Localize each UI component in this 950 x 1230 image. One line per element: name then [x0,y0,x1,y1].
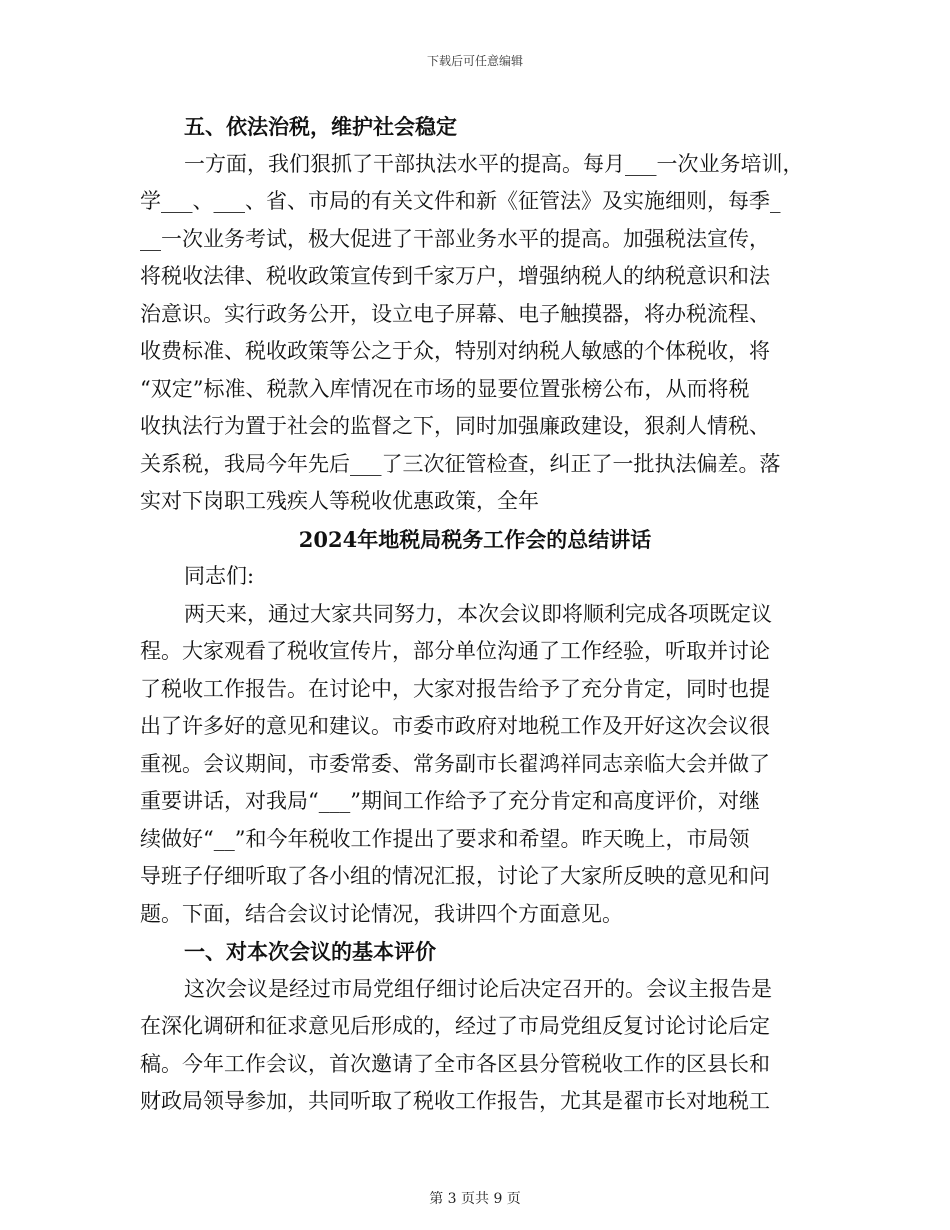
header-note: 下载后可任意编辑 [426,54,523,68]
document-body [140,108,810,1121]
paragraph-line: 实对下岗职工残疾人等税收优惠政策，全年 [140,489,539,513]
salutation: 同志们: [184,564,255,588]
paragraph-line: 治意识。实行政务公开，设立电子屏幕、电子触摸器，将办税流程、 [140,301,770,326]
paragraph-line: 重要讲话，对我局“___”期间工作给予了充分肯定和高度评价，对继 [140,789,760,813]
paragraph-line: 重视。会议期间，市委常委、常务副市长翟鸿祥同志亲临大会并做了 [140,751,770,776]
section-heading: 五、依法治税，维护社会稳定 [184,114,457,139]
paragraph-line: 程。大家观看了税收宣传片，部分单位沟通了工作经验，听取并讨论 [140,639,770,663]
paragraph-line: 续做好“__”和今年税收工作提出了要求和希望。昨天晚上，市局领 [140,826,750,851]
paragraph-line: 了税收工作报告。在讨论中，大家对报告给予了充分肯定，同时也提 [140,676,770,701]
paragraph-line: 收费标准、税收政策等公之于众，特别对纳税人敏感的个体税收，将 [140,339,770,363]
paragraph-line: 这次会议是经过市局党组仔细讨论后决定召开的。会议主报告是 [184,976,772,1001]
paragraph-line: 一方面，我们狠抓了干部执法水平的提高。每月___一次业务培训， [184,151,804,176]
paragraph-line: __一次业务考试，极大促进了干部业务水平的提高。加强税法宣传， [140,226,770,251]
paragraph-line: 出了许多好的意见和建议。市委市政府对地税工作及开好这次会议很 [140,714,770,738]
section-heading: 一、对本次会议的基本评价 [184,939,436,964]
paragraph-line: 财政局领导参加，共同听取了税收工作报告，尤其是翟市长对地税工 [140,1089,770,1113]
paragraph-line: 关系税，我局今年先后___了三次征管检查，纠正了一批执法偏差。落 [140,451,781,476]
paragraph-line: 将税收法律、税收政策宣传到千家万户，增强纳税人的纳税意识和法 [140,264,770,288]
paragraph-line: “双定”标准、税款入库情况在市场的显要位置张榜公布，从而将税 [140,376,750,401]
paragraph-line: 题。下面，结合会议讨论情况，我讲四个方面意见。 [140,901,623,926]
paragraph-line: 学___、___、省、市局的有关文件和新《征管法》及实施细则，每季_ [140,189,781,213]
document-title: 2024年地税局税务工作会的总结讲话 [298,526,652,552]
paragraph-line: 两天来，通过大家共同努力，本次会议即将顺利完成各项既定议 [184,601,772,626]
paragraph-line: 导班子仔细听取了各小组的情况汇报，讨论了大家所反映的意见和问 [140,864,770,888]
paragraph-line: 在深化调研和征求意见后形成的，经过了市局党组反复讨论讨论后定 [140,1014,770,1038]
paragraph-line: 稿。今年工作会议，首次邀请了全市各区县分管税收工作的区县长和 [140,1051,770,1076]
paragraph-line: 收执法行为置于社会的监督之下，同时加强廉政建设，狠刹人情税、 [140,414,770,438]
page-number: 第 3 页共 9 页 [429,1191,521,1207]
